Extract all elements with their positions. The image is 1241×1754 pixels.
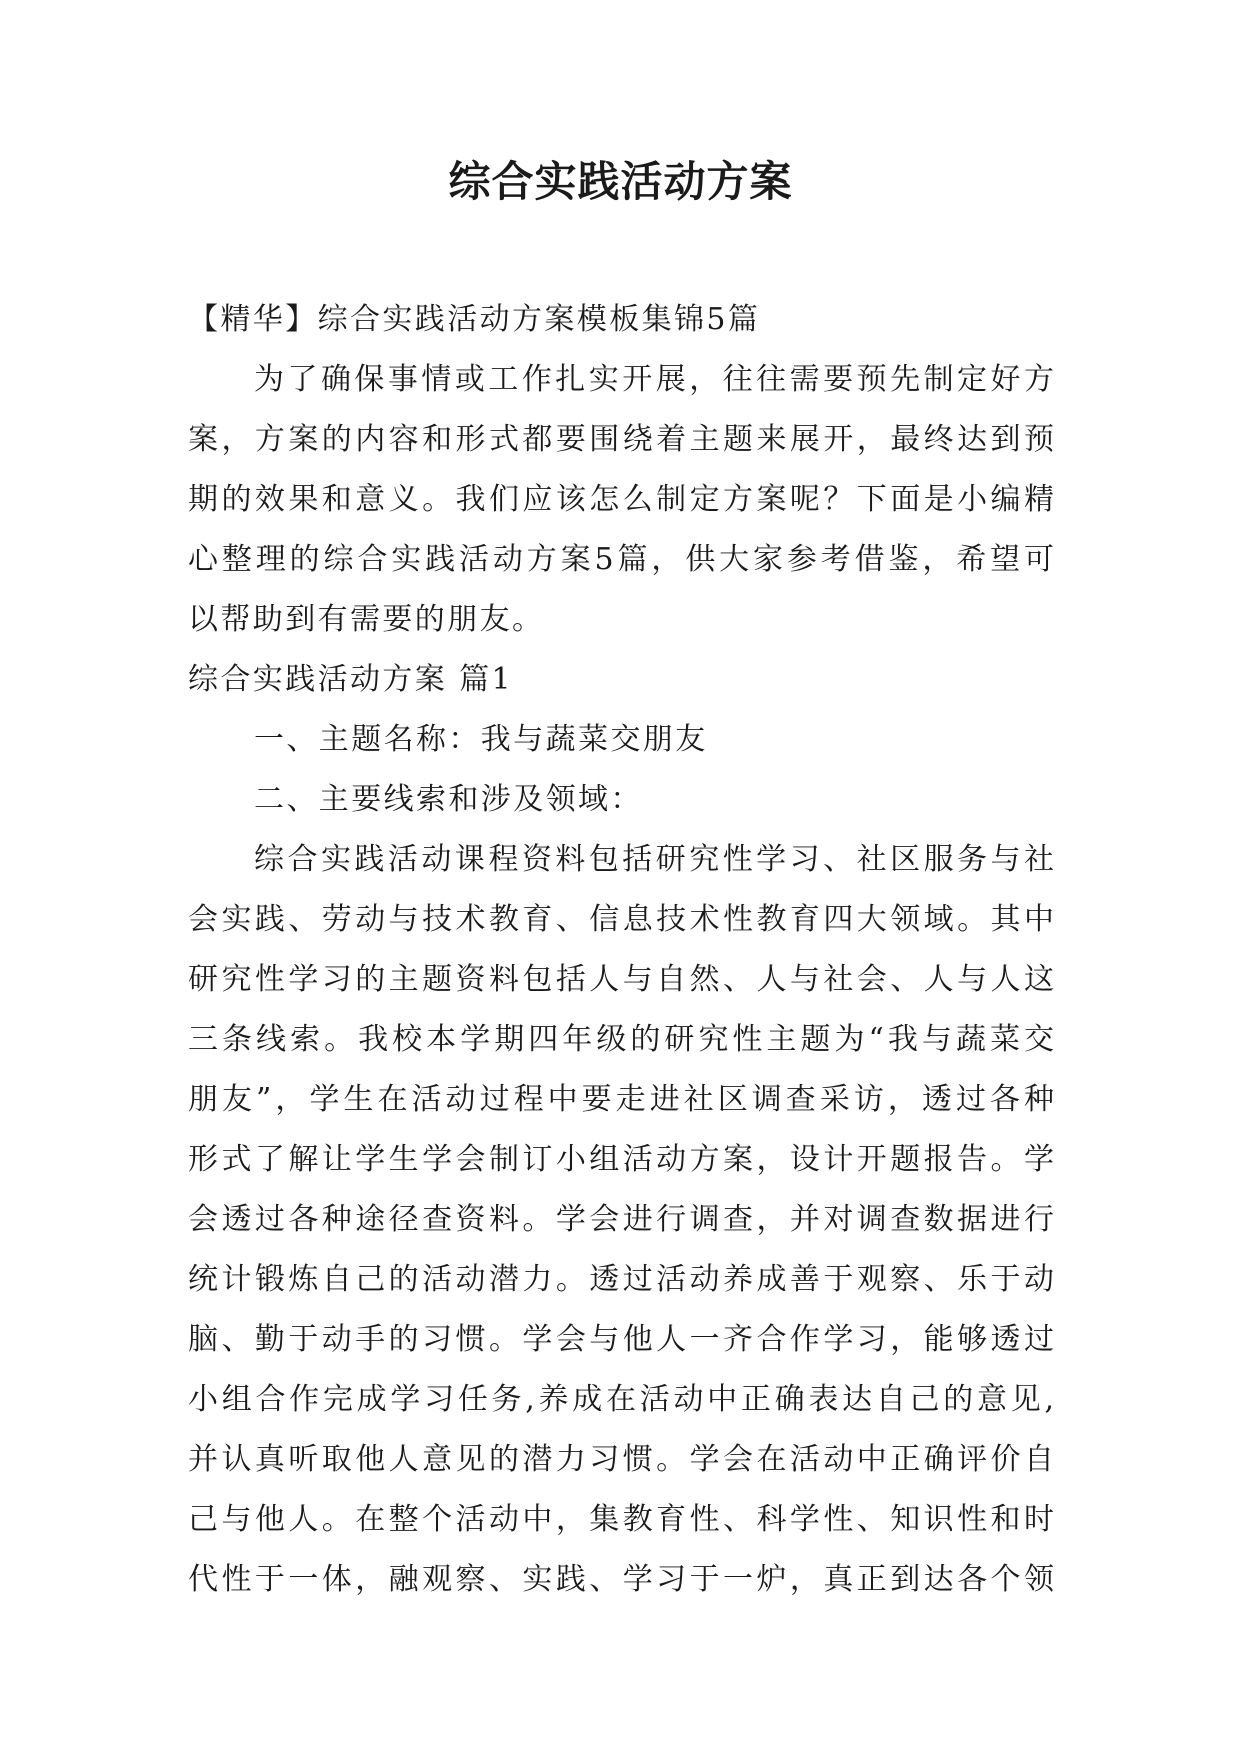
body-paragraph-line: 会透过各种途径查资料。学会进行调查，并对调查数据进行 (188, 1202, 1054, 1237)
document-title: 综合实践活动方案 (448, 157, 793, 206)
body-paragraph-line: 三条线索。我校本学期四年级的研究性主题为“我与蔬菜交 (188, 1022, 1054, 1057)
intro-paragraph-line: 以帮助到有需要的朋友。 (188, 602, 545, 637)
intro-paragraph-line: 案，方案的内容和形式都要围绕着主题来展开，最终达到预 (188, 422, 1054, 457)
intro-paragraph-line: 期的效果和意义。我们应该怎么制定方案呢？下面是小编精 (188, 482, 1054, 517)
body-paragraph-line: 研究性学习的主题资料包括人与自然、人与社会、人与人这 (188, 962, 1054, 997)
body-paragraph-line: 脑、勤于动手的习惯。学会与他人一齐合作学习，能够透过 (188, 1322, 1054, 1357)
body-paragraph-line: 会实践、劳动与技术教育、信息技术性教育四大领域。其中 (188, 902, 1054, 937)
section-heading: 综合实践活动方案 篇1 (188, 662, 514, 697)
body-paragraph-line: 并认真听取他人意见的潜力习惯。学会在活动中正确评价自 (188, 1442, 1054, 1477)
clues-heading-line: 二、主要线索和涉及领域： (254, 782, 643, 817)
body-paragraph-line: 朋友”，学生在活动过程中要走进社区调查采访，透过各种 (188, 1082, 1054, 1117)
intro-paragraph-line: 为了确保事情或工作扎实开展，往往需要预先制定好方 (254, 362, 1054, 397)
body-paragraph-line: 形式了解让学生学会制订小组活动方案，设计开题报告。学 (188, 1142, 1054, 1177)
subtitle-line: 【精华】综合实践活动方案模板集锦5篇 (188, 302, 761, 337)
body-paragraph-line: 综合实践活动课程资料包括研究性学习、社区服务与社 (254, 842, 1054, 877)
intro-paragraph-line: 心整理的综合实践活动方案5篇，供大家参考借鉴，希望可 (188, 542, 1054, 577)
topic-name-line: 一、主题名称：我与蔬菜交朋友 (254, 722, 708, 757)
body-paragraph-line: 统计锻炼自己的活动潜力。透过活动养成善于观察、乐于动 (188, 1262, 1054, 1297)
body-paragraph-line: 代性于一体，融观察、实践、学习于一炉，真正到达各个领 (188, 1562, 1054, 1597)
body-paragraph-line: 己与他人。在整个活动中，集教育性、科学性、知识性和时 (188, 1502, 1054, 1537)
body-paragraph-line: 小组合作完成学习任务,养成在活动中正确表达自己的意见, (188, 1382, 1054, 1417)
document-body (188, 290, 1054, 1610)
